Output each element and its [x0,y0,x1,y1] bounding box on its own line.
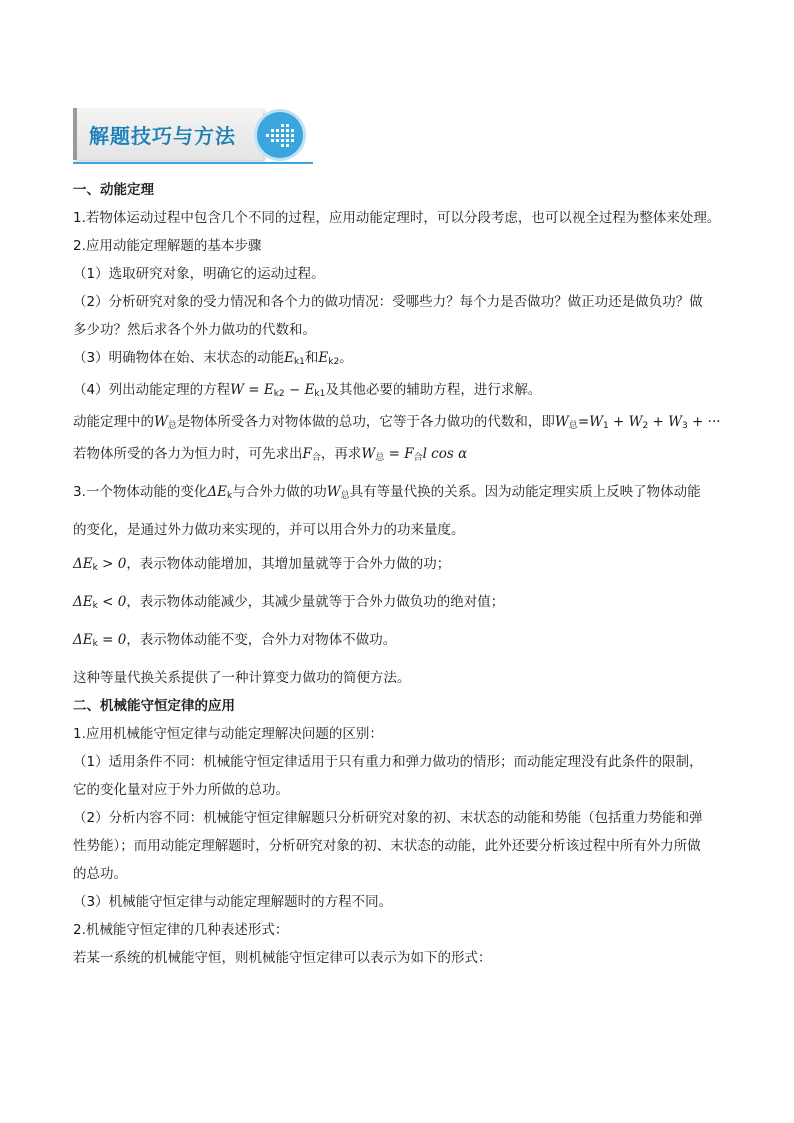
text: 动能定理中的 [73,414,154,430]
paragraph: （2）分析研究对象的受力情况和各个力的做功情况：受哪些力？每个力是否做功？做正功还是做负功？做 [73,294,703,310]
text: 是物体所受各力对物体做的总功，它等于各力做功的代数和，即 [176,414,555,430]
subscript: k2 [328,357,340,367]
subscript: 合 [413,453,423,463]
grid-dots-icon [257,112,303,158]
math: =W [577,414,603,430]
subscript: k1 [293,357,305,367]
math: − E [284,382,315,398]
subscript: k [92,563,98,573]
subscript: 合 [311,453,321,463]
math: E [318,350,329,366]
paragraph: 多少功？然后求各个外力做功的代数和。 [73,322,316,338]
banner-box [73,108,263,160]
subscript: k [227,491,233,501]
paragraph: 性势能）；而用动能定理解题时，分析研究对象的初、末状态的动能，此外还要分析该过程中所有外力所做 [73,838,701,854]
text: 若物体所受的各力为恒力时，可先求出 [73,446,303,462]
subscript: 总 [568,421,578,431]
banner-title: 解题技巧与方法 [89,124,236,148]
subscript: 1 [603,421,609,431]
subscript: k [92,639,98,649]
math: = 0 [97,632,127,648]
math: + ··· [687,414,721,430]
text: ，表示物体动能不变，合外力对物体不做功。 [126,632,397,648]
paragraph [73,440,729,472]
subscript: k [92,601,98,611]
math: + W [608,414,643,430]
heading-kinetic-energy-theorem: 一、动能定理 [73,182,154,198]
text: 及其他必要的辅助方程，进行求解。 [325,382,542,398]
math: + W [648,414,683,430]
paragraph: （1）适用条件不同：机械能守恒定律适用于只有重力和弹力做功的情形；而动能定理没有此条件的限制， [73,754,703,770]
math: F [302,446,312,462]
paragraph [73,478,729,510]
paragraph [73,344,729,376]
paragraph: 的变化，是通过外力做功来实现的，并可以用合外力的功来量度。 [73,522,465,538]
math: W [554,414,569,430]
heading-mechanical-energy: 二、机械能守恒定律的应用 [73,698,235,714]
document-body [73,176,729,972]
math: = F [384,446,414,462]
paragraph [73,588,729,620]
subscript: k1 [314,389,326,399]
text: ，表示物体动能减少，其减少量就等于合外力做负功的绝对值； [126,594,505,610]
paragraph: 1.若物体运动过程中包含几个不同的过程，应用动能定理时，可以分段考虑，也可以视全过程为整体来处理。 [73,210,721,226]
paragraph: （3）机械能守恒定律与动能定理解题时的方程不同。 [73,894,393,910]
math: ΔE [73,556,93,572]
paragraph [73,408,729,440]
text: ，表示物体动能增加，其增加量就等于合外力做的功； [126,556,451,572]
paragraph: 它的变化量对应于外力所做的总功。 [73,782,289,798]
paragraph: 的总功。 [73,866,127,882]
text: （4）列出动能定理的方程 [73,382,231,398]
paragraph: 1.应用机械能守恒定律与动能定理解决问题的区别： [73,726,383,742]
math: W [326,484,341,500]
math: E [284,350,294,366]
math: W = E [230,382,274,398]
paragraph: （2）分析内容不同：机械能守恒定律解题只分析研究对象的初、末状态的动能和势能（包括重力势能和弹 [73,810,703,826]
paragraph: （1）选取研究对象，明确它的运动过程。 [73,266,325,282]
math: l cos α [422,446,468,462]
math: W [154,414,168,430]
paragraph: 2.应用动能定理解题的基本步骤 [73,238,262,254]
paragraph [73,626,729,658]
math: > 0 [97,556,127,572]
text: 3.一个物体动能的变化 [73,484,208,500]
math: W [361,446,376,462]
subscript: 总 [167,421,177,431]
math: ΔE [73,632,93,648]
math: ΔE [73,594,93,610]
subscript: 2 [642,421,649,431]
paragraph [73,376,729,408]
text: 和 [304,350,319,366]
text: 具有等量代换的关系。因为动能定理实质上反映了物体动能 [349,484,701,500]
banner-underline [73,162,313,164]
paragraph: 这种等量代换关系提供了一种计算变力做功的简便方法。 [73,670,411,686]
subscript: 总 [340,491,350,501]
subscript: k2 [273,389,285,399]
subscript: 3 [682,421,688,431]
paragraph [73,550,729,582]
text: ，再求 [320,446,362,462]
text: 。 [339,350,353,366]
subscript: 总 [375,453,385,463]
paragraph: 若某一系统的机械能守恒，则机械能守恒定律可以表示为如下的形式： [73,950,492,966]
text: （3）明确物体在始、末状态的动能 [73,350,285,366]
text: 与合外力做的功 [232,484,327,500]
math: ΔE [207,484,227,500]
math: < 0 [97,594,127,610]
section-banner [73,108,313,164]
paragraph: 2.机械能守恒定律的几种表述形式： [73,922,289,938]
